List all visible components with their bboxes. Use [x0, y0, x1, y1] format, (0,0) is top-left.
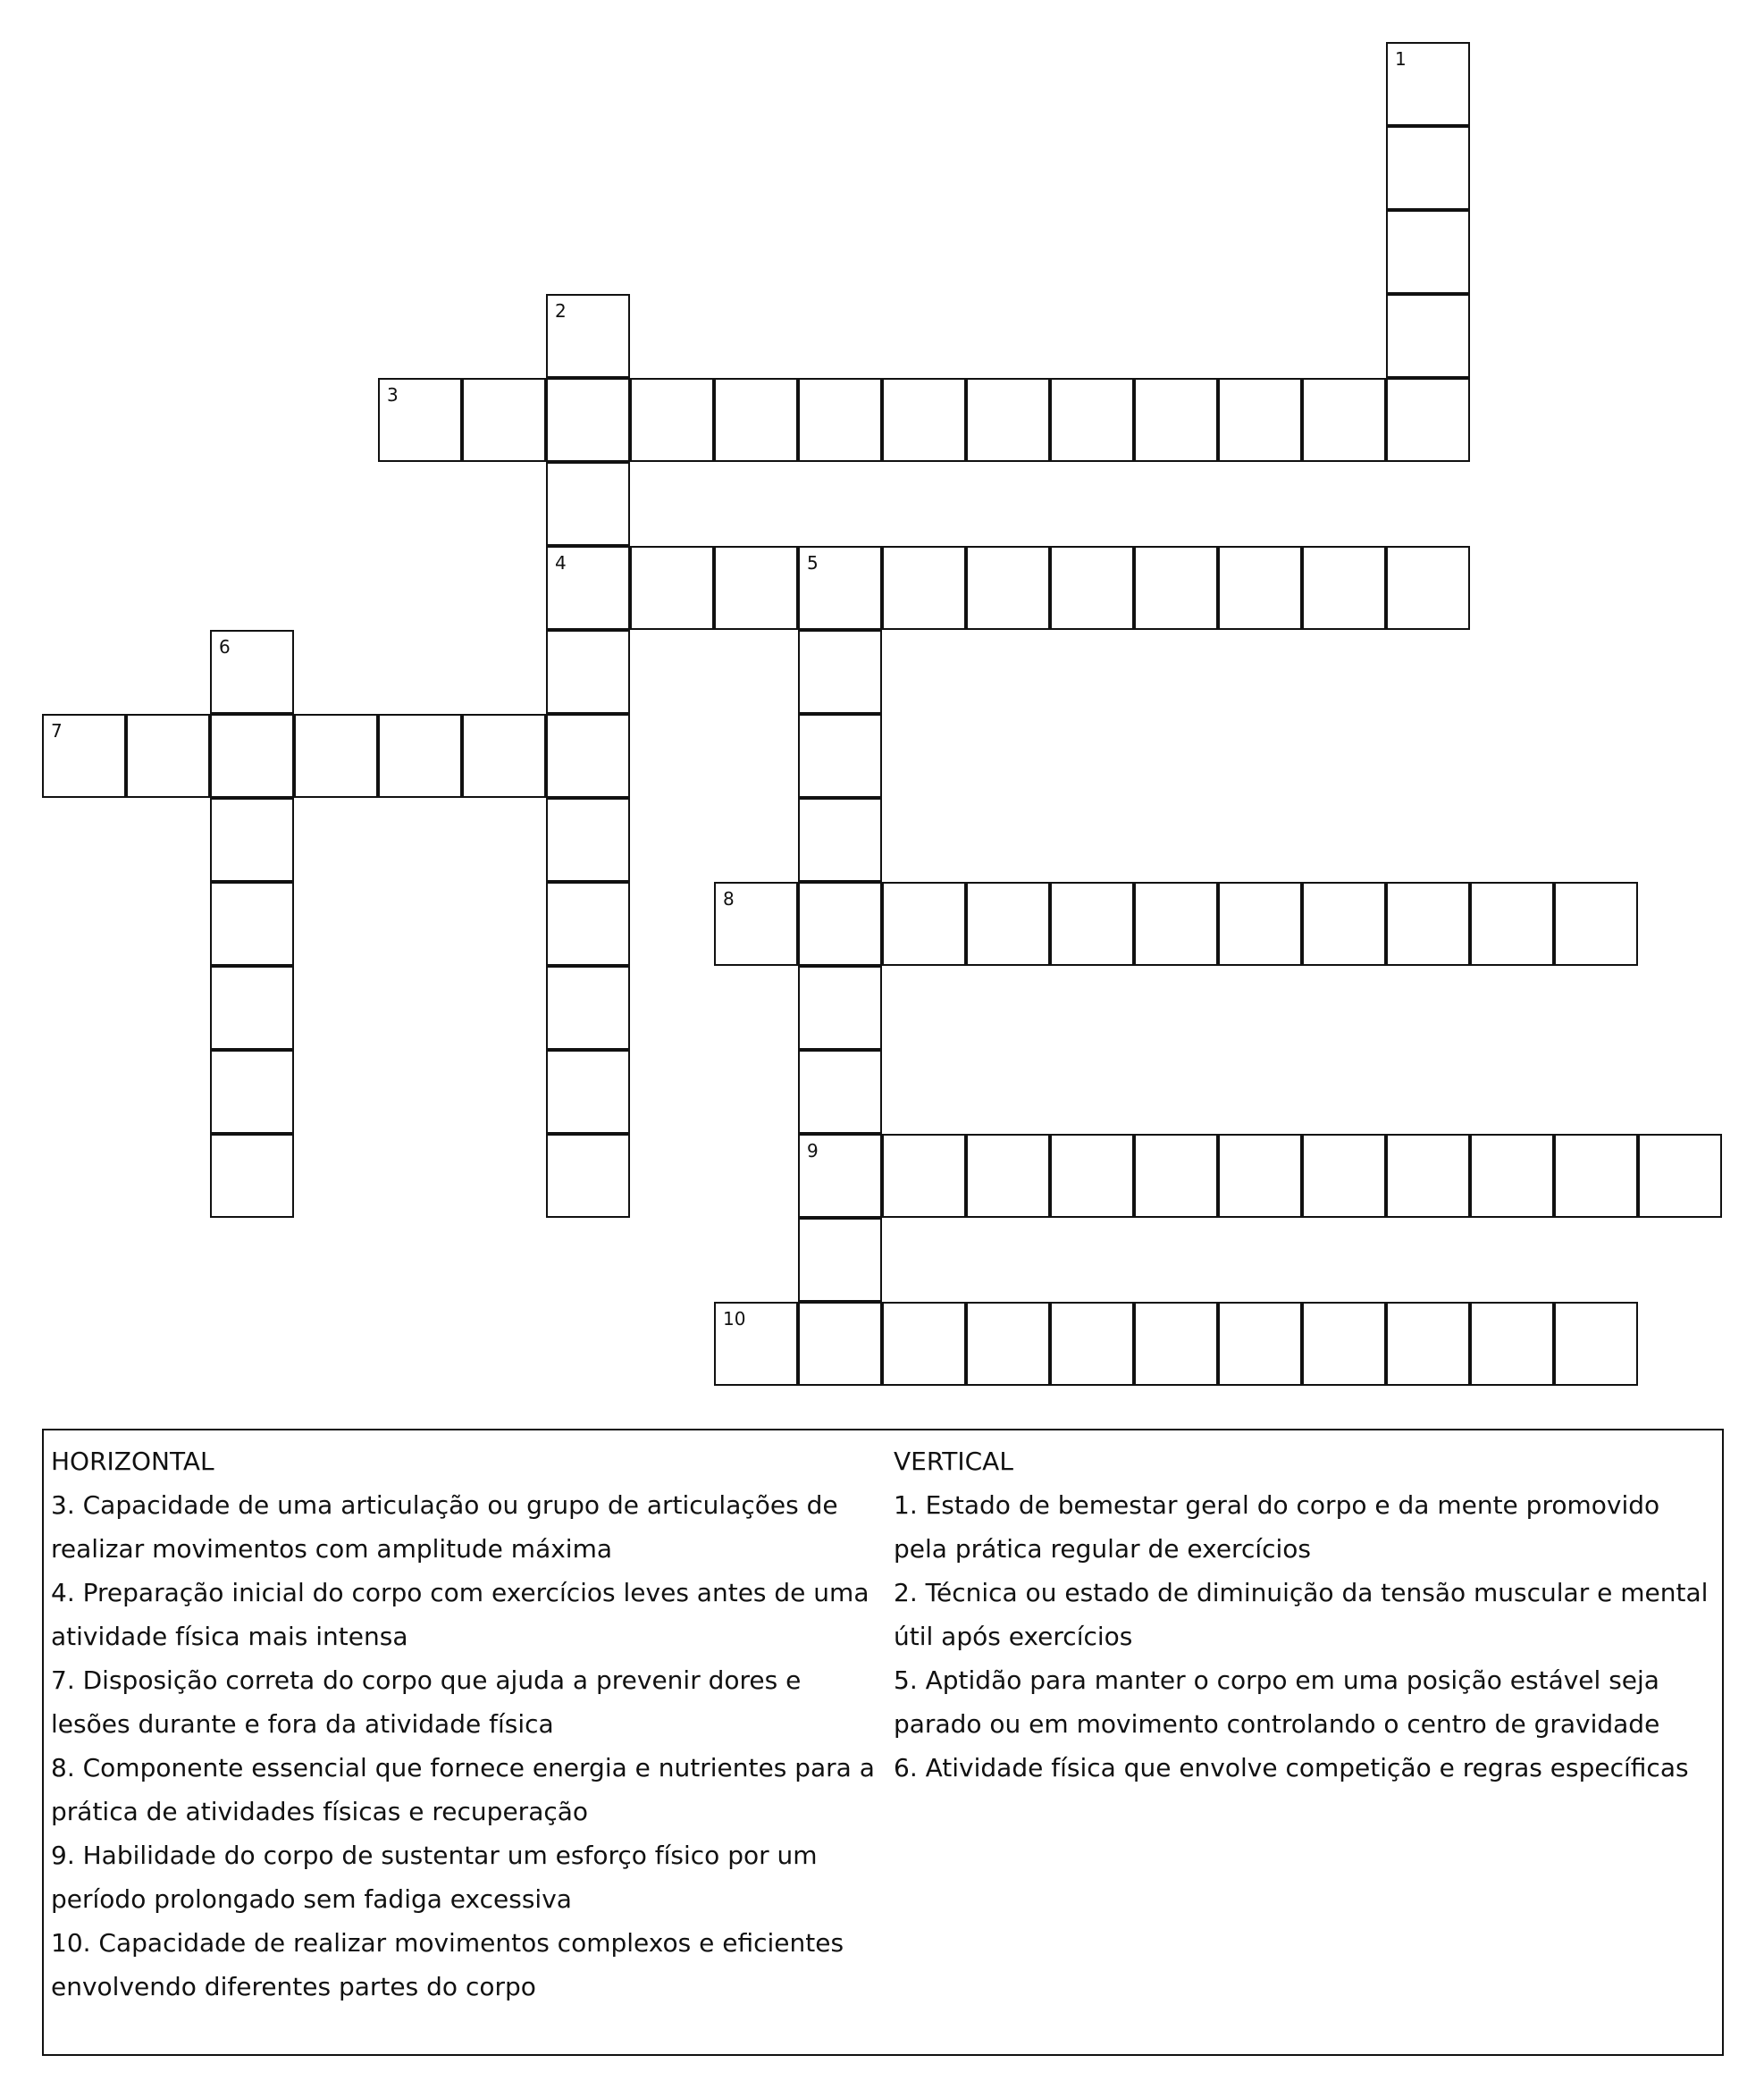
grid-cell[interactable] [1386, 1302, 1470, 1386]
clue-across-9: 9. Habilidade do corpo de sustentar um esforço físico por um período prolongado sem fadiga excessiva [51, 1841, 818, 1914]
grid-cell[interactable] [630, 546, 714, 630]
grid-cell[interactable] [966, 882, 1050, 966]
grid-cell[interactable] [1386, 210, 1470, 294]
grid-cell[interactable] [1050, 1302, 1134, 1386]
grid-cell[interactable] [126, 714, 210, 798]
grid-cell[interactable] [966, 546, 1050, 630]
grid-cell[interactable] [462, 378, 546, 462]
grid-cell[interactable] [42, 714, 126, 798]
clue-down-6: 6. Atividade física que envolve competição e regras específicas [894, 1753, 1689, 1782]
grid-cell[interactable] [210, 966, 294, 1050]
grid-cell[interactable] [294, 714, 378, 798]
grid-cell[interactable] [798, 1302, 882, 1386]
grid-cell[interactable] [1302, 1302, 1386, 1386]
grid-cell[interactable] [1470, 1134, 1554, 1218]
clue-down-5: 5. Aptidão para manter o corpo em uma posição estável seja parado ou em movimento controlando o centro de gravidade [894, 1665, 1660, 1739]
grid-cell[interactable] [546, 1134, 630, 1218]
grid-cell[interactable] [210, 882, 294, 966]
grid-cell[interactable] [210, 714, 294, 798]
vertical-title: VERTICAL [894, 1447, 1013, 1476]
grid-cell[interactable] [714, 882, 798, 966]
grid-cell[interactable] [1302, 1134, 1386, 1218]
vertical-clues [894, 1439, 1720, 1790]
grid-cell[interactable] [714, 546, 798, 630]
grid-cell[interactable] [546, 546, 630, 630]
grid-cell[interactable] [1638, 1134, 1722, 1218]
grid-cell[interactable] [882, 1302, 966, 1386]
grid-cell[interactable] [546, 1050, 630, 1134]
clue-number-2: 2 [555, 300, 567, 322]
grid-cell[interactable] [210, 798, 294, 882]
grid-cell[interactable] [210, 1050, 294, 1134]
grid-cell[interactable] [210, 1134, 294, 1218]
grid-cell[interactable] [1134, 1302, 1218, 1386]
grid-cell[interactable] [1554, 882, 1638, 966]
clues-box [42, 1429, 1724, 2056]
clue-across-3: 3. Capacidade de uma articulação ou grupo de articulações de realizar movimentos com amplitude máxima [51, 1490, 838, 1564]
clue-across-4: 4. Preparação inicial do corpo com exercícios leves antes de uma atividade física mais intensa [51, 1578, 869, 1651]
grid-cell[interactable] [882, 882, 966, 966]
grid-cell[interactable] [1386, 42, 1470, 126]
grid-cell[interactable] [1386, 1134, 1470, 1218]
grid-cell[interactable] [546, 882, 630, 966]
grid-cell[interactable] [1050, 546, 1134, 630]
grid-cell[interactable] [714, 1302, 798, 1386]
grid-cell[interactable] [882, 378, 966, 462]
grid-cell[interactable] [1218, 378, 1302, 462]
grid-cell[interactable] [882, 546, 966, 630]
grid-cell[interactable] [546, 462, 630, 546]
grid-cell[interactable] [1386, 546, 1470, 630]
clue-across-8: 8. Componente essencial que fornece energia e nutrientes para a prática de atividades físicas e recuperação [51, 1753, 875, 1826]
clue-number-3: 3 [387, 384, 399, 406]
grid-cell[interactable] [546, 966, 630, 1050]
grid-cell[interactable] [1050, 378, 1134, 462]
grid-cell[interactable] [546, 798, 630, 882]
clue-down-2: 2. Técnica ou estado de diminuição da tensão muscular e mental útil após exercícios [894, 1578, 1709, 1651]
grid-cell[interactable] [1554, 1134, 1638, 1218]
grid-cell[interactable] [882, 1134, 966, 1218]
grid-cell[interactable] [1386, 294, 1470, 378]
grid-cell[interactable] [966, 378, 1050, 462]
grid-cell[interactable] [1386, 882, 1470, 966]
grid-cell[interactable] [1050, 1134, 1134, 1218]
grid-cell[interactable] [1386, 378, 1470, 462]
grid-cell[interactable] [1134, 1134, 1218, 1218]
grid-cell[interactable] [1134, 378, 1218, 462]
grid-cell[interactable] [546, 294, 630, 378]
clue-number-10: 10 [723, 1308, 746, 1329]
clue-number-6: 6 [219, 636, 231, 658]
grid-cell[interactable] [1050, 882, 1134, 966]
grid-cell[interactable] [378, 378, 462, 462]
grid-cell[interactable] [378, 714, 462, 798]
horizontal-title: HORIZONTAL [51, 1447, 214, 1476]
horizontal-clues [51, 1439, 882, 2009]
clue-number-5: 5 [807, 552, 819, 574]
grid-cell[interactable] [1134, 546, 1218, 630]
grid-cell[interactable] [798, 630, 882, 714]
grid-cell[interactable] [462, 714, 546, 798]
grid-cell[interactable] [210, 630, 294, 714]
grid-cell[interactable] [546, 378, 630, 462]
grid-cell[interactable] [546, 714, 630, 798]
grid-cell[interactable] [966, 1134, 1050, 1218]
grid-cell[interactable] [966, 1302, 1050, 1386]
grid-cell[interactable] [1218, 546, 1302, 630]
grid-cell[interactable] [1218, 1134, 1302, 1218]
clue-number-4: 4 [555, 552, 567, 574]
grid-cell[interactable] [546, 630, 630, 714]
clue-number-7: 7 [51, 720, 63, 742]
grid-cell[interactable] [1218, 882, 1302, 966]
grid-cell[interactable] [798, 714, 882, 798]
grid-cell[interactable] [798, 966, 882, 1050]
grid-cell[interactable] [1218, 1302, 1302, 1386]
clue-across-10: 10. Capacidade de realizar movimentos complexos e eficientes envolvendo diferentes partes do corpo [51, 1928, 844, 2001]
grid-cell[interactable] [798, 1050, 882, 1134]
grid-cell[interactable] [1302, 882, 1386, 966]
grid-cell[interactable] [798, 546, 882, 630]
clue-number-8: 8 [723, 888, 735, 910]
clue-down-1: 1. Estado de bemestar geral do corpo e da mente promovido pela prática regular de exercícios [894, 1490, 1660, 1564]
grid-cell[interactable] [1134, 882, 1218, 966]
grid-cell[interactable] [798, 798, 882, 882]
clue-across-7: 7. Disposição correta do corpo que ajuda a prevenir dores e lesões durante e fora da atividade física [51, 1665, 802, 1739]
grid-cell[interactable] [1302, 546, 1386, 630]
grid-cell[interactable] [1302, 378, 1386, 462]
grid-cell[interactable] [1470, 1302, 1554, 1386]
grid-cell[interactable] [798, 378, 882, 462]
grid-cell[interactable] [798, 882, 882, 966]
grid-cell[interactable] [1386, 126, 1470, 210]
grid-cell[interactable] [714, 378, 798, 462]
grid-cell[interactable] [630, 378, 714, 462]
grid-cell[interactable] [1470, 882, 1554, 966]
grid-cell[interactable] [798, 1218, 882, 1302]
grid-cell[interactable] [798, 1134, 882, 1218]
grid-cell[interactable] [1554, 1302, 1638, 1386]
clue-number-9: 9 [807, 1140, 819, 1162]
clue-number-1: 1 [1395, 48, 1407, 70]
